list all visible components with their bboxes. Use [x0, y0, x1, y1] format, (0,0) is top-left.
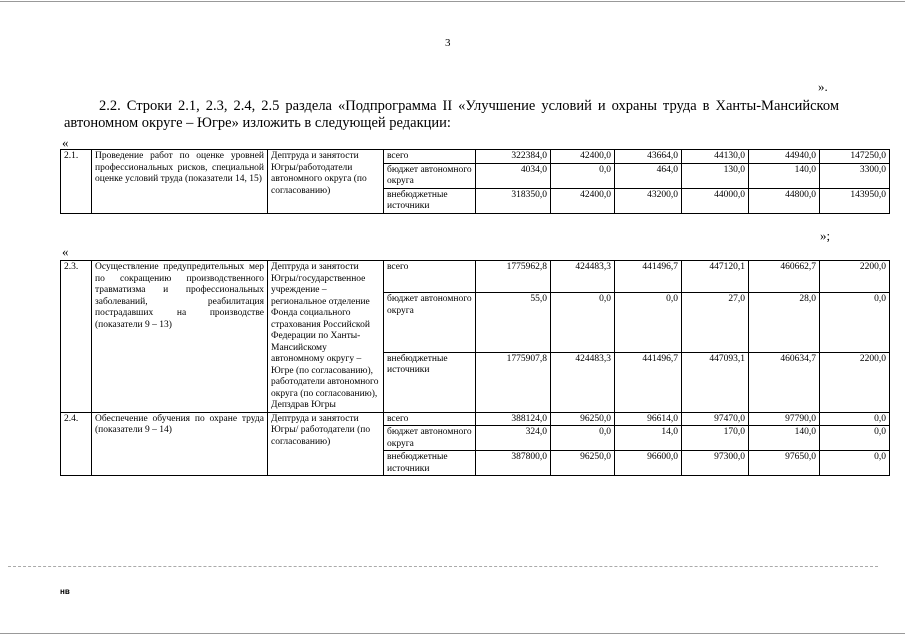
amount-cell: 42400,0 [551, 188, 615, 213]
amount-cell: 147250,0 [820, 150, 890, 164]
amount-cell: 0,0 [615, 293, 682, 353]
amount-cell: 97300,0 [682, 451, 749, 476]
amount-cell: 44800,0 [749, 188, 820, 213]
amount-cell: 424483,3 [551, 352, 615, 412]
page-number: 3 [445, 37, 451, 49]
amount-cell: 97790,0 [749, 412, 820, 426]
amount-cell: 424483,3 [551, 261, 615, 293]
amount-cell: 324,0 [476, 426, 551, 451]
table-row [61, 261, 890, 293]
activity-name-cell: Обеспечение обучения по охране труда (показатели 9 – 14) [92, 412, 268, 476]
amount-cell: 3300,0 [820, 163, 890, 188]
amount-cell: 28,0 [749, 293, 820, 353]
amount-cell: 14,0 [615, 426, 682, 451]
amount-cell: 140,0 [749, 426, 820, 451]
amount-cell: 2200,0 [820, 261, 890, 293]
amount-cell: 0,0 [820, 412, 890, 426]
funding-source-cell: бюджет автономного округа [384, 163, 476, 188]
funding-source-cell: внебюджетные источники [384, 451, 476, 476]
funding-source-cell: внебюджетные источники [384, 188, 476, 213]
opening-quote-table-2: « [62, 244, 69, 259]
row-number-cell: 2.1. [61, 150, 92, 214]
footer-divider [8, 566, 878, 567]
table-row [61, 150, 890, 164]
funding-source-cell: бюджет автономного округа [384, 426, 476, 451]
activity-name-cell: Осуществление предупредительных мер по сокращению производственного травматизма и профессиональных заболеваний, реабилитация пострадавших на производстве (показатели 9 – 13) [92, 261, 268, 413]
table-row [61, 412, 890, 426]
amount-cell: 464,0 [615, 163, 682, 188]
row-number-cell: 2.3. [61, 261, 92, 413]
amount-cell: 43664,0 [615, 150, 682, 164]
amount-cell: 0,0 [820, 451, 890, 476]
funding-source-cell: бюджет автономного округа [384, 293, 476, 353]
executor-cell: Дептруда и занятости Югры/работодатели автономного округа (по согласованию) [268, 150, 384, 214]
amount-cell: 55,0 [476, 293, 551, 353]
amount-cell: 44000,0 [682, 188, 749, 213]
activity-name-cell: Проведение работ по оценке уровней профессиональных рисков, специальной оценке условий труда (показатели 14, 15) [92, 150, 268, 214]
amount-cell: 388124,0 [476, 412, 551, 426]
amount-cell: 4034,0 [476, 163, 551, 188]
program-table-row-2-1 [60, 149, 890, 214]
page-bottom-edge [0, 633, 905, 634]
closing-quote-previous: ». [818, 79, 828, 94]
amount-cell: 97470,0 [682, 412, 749, 426]
amount-cell: 27,0 [682, 293, 749, 353]
executor-cell: Дептруда и занятости Югры/государственное учреждение – региональное отделение Фонда социального страхования Российской Федерации по Ханты-Мансийскому автономному округу – Югре (по согласованию), работодатели автономного округа (по согласованию), Депздрав Югры [268, 261, 384, 413]
amount-cell: 441496,7 [615, 261, 682, 293]
amount-cell: 447093,1 [682, 352, 749, 412]
amount-cell: 44130,0 [682, 150, 749, 164]
amount-cell: 44940,0 [749, 150, 820, 164]
amount-cell: 140,0 [749, 163, 820, 188]
amount-cell: 96250,0 [551, 412, 615, 426]
amount-cell: 387800,0 [476, 451, 551, 476]
program-table-rows-2-3-2-4 [60, 260, 890, 476]
amount-cell: 1775962,8 [476, 261, 551, 293]
funding-source-cell: внебюджетные источники [384, 352, 476, 412]
amount-cell: 322384,0 [476, 150, 551, 164]
closing-quote-table-1: »; [820, 228, 831, 243]
amount-cell: 0,0 [551, 426, 615, 451]
amount-cell: 1775907,8 [476, 352, 551, 412]
amount-cell: 0,0 [820, 293, 890, 353]
amount-cell: 42400,0 [551, 150, 615, 164]
page-top-edge [0, 1, 905, 2]
amount-cell: 143950,0 [820, 188, 890, 213]
amount-cell: 0,0 [551, 293, 615, 353]
amount-cell: 96614,0 [615, 412, 682, 426]
amount-cell: 97650,0 [749, 451, 820, 476]
document-stamp: нв [60, 587, 70, 596]
amount-cell: 447120,1 [682, 261, 749, 293]
amount-cell: 0,0 [820, 426, 890, 451]
row-number-cell: 2.4. [61, 412, 92, 476]
amount-cell: 441496,7 [615, 352, 682, 412]
amount-cell: 460634,7 [749, 352, 820, 412]
opening-quote-table-1: « [62, 135, 69, 150]
amount-cell: 2200,0 [820, 352, 890, 412]
amount-cell: 170,0 [682, 426, 749, 451]
amount-cell: 318350,0 [476, 188, 551, 213]
funding-source-cell: всего [384, 261, 476, 293]
funding-source-cell: всего [384, 412, 476, 426]
amount-cell: 130,0 [682, 163, 749, 188]
executor-cell: Дептруда и занятости Югры/ работодатели (по согласованию) [268, 412, 384, 476]
amount-cell: 0,0 [551, 163, 615, 188]
funding-source-cell: всего [384, 150, 476, 164]
amount-cell: 43200,0 [615, 188, 682, 213]
amendment-paragraph: 2.2. Строки 2.1, 2.3, 2.4, 2.5 раздела «Подпрограмма II «Улучшение условий и охраны труда в Ханты-Мансийском автономном округе – Югре» изложить в следующей редакции: [64, 98, 839, 131]
amount-cell: 96250,0 [551, 451, 615, 476]
amount-cell: 96600,0 [615, 451, 682, 476]
amount-cell: 460662,7 [749, 261, 820, 293]
